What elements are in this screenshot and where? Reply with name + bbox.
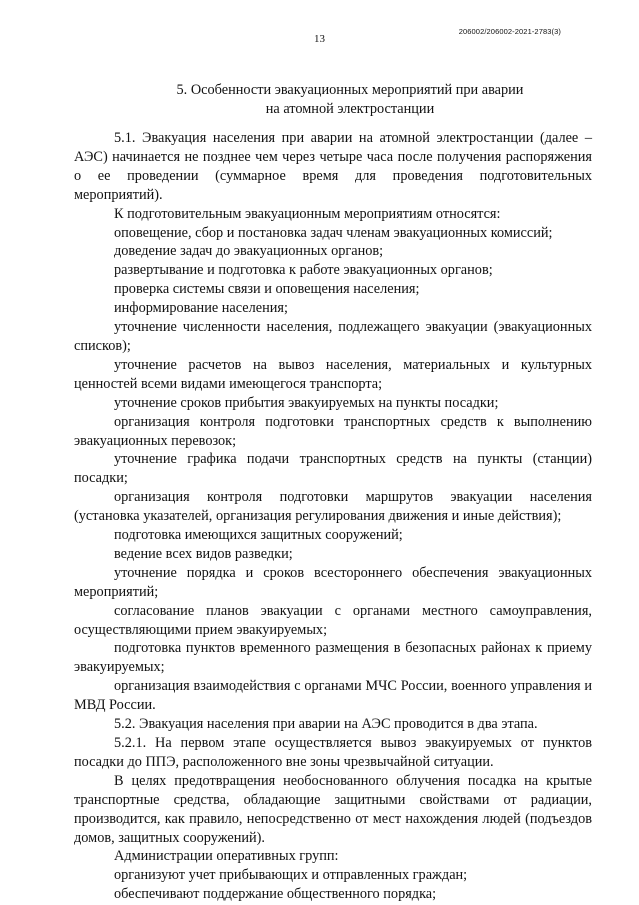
document-id: 206002/206002-2021-2783(3)	[458, 27, 561, 36]
list-item: уточнение расчетов на вывоз населения, материальных и культурных ценностей всеми видами имеющегося транспорта;	[74, 356, 592, 392]
paragraph-list-intro: К подготовительным эвакуационным мероприятиям относятся:	[114, 205, 501, 222]
paragraph-5-2-1: 5.2.1. На первом этапе осуществляется вывоз эвакуируемых от пунктов посадки до ППЭ, расположенного вне зоны чрезвычайной ситуации.	[74, 735, 592, 770]
list-item: проверка системы связи и оповещения населения;	[114, 281, 420, 298]
list-item: подготовка имеющихся защитных сооружений;	[114, 527, 403, 544]
list-item: организация взаимодействия с органами МЧС России, военного управления и МВД России.	[74, 678, 592, 714]
page-number: 13	[314, 33, 325, 45]
list-item: развертывание и подготовка к работе эвакуационных органов;	[114, 262, 493, 279]
list-item: доведение задач до эвакуационных органов;	[114, 243, 384, 260]
list-item: подготовка пунктов временного размещения в безопасных районах к приему эвакуируемых;	[74, 640, 592, 676]
list-item: информирование населения;	[114, 300, 288, 317]
section-heading-line-1: 5. Особенности эвакуационных мероприятий при аварии	[176, 82, 524, 98]
list-item: уточнение численности населения, подлежащего эвакуации (эвакуационных списков);	[74, 319, 592, 354]
list-item: обеспечивают поддержание общественного порядка;	[114, 886, 437, 903]
list-item: уточнение графика подачи транспортных средств на пункты (станции) посадки;	[74, 451, 592, 487]
list-item: ведение всех видов разведки;	[114, 545, 293, 562]
section-heading-line-2: на атомной электростанции	[265, 100, 435, 117]
list-item: оповещение, сбор и постановка задач членам эвакуационных комиссий;	[114, 224, 553, 241]
list-item: уточнение порядка и сроков всестороннего обеспечения эвакуационных мероприятий;	[74, 564, 592, 600]
list-item: организация контроля подготовки маршрутов эвакуации населения (установка указателей, организация регулирования движения и иные действия);	[74, 489, 592, 525]
list-item: уточнение сроков прибытия эвакуируемых на пункты посадки;	[114, 394, 499, 411]
list-item: организуют учет прибывающих и отправленных граждан;	[114, 867, 468, 884]
paragraph-radiation-protection: В целях предотвращения необоснованного облучения посадка на крытые транспортные средства, обладающие защитными свойствами от радиации, производится, как правило, непосредственно от мест нахождения людей (подъездов домов, защитных сооружений).	[74, 772, 592, 846]
body-text	[74, 129, 592, 904]
paragraph-operational-groups: Администрации оперативных групп:	[114, 848, 339, 865]
list-item: организация контроля подготовки транспортных средств к выполнению эвакуационных перевозок;	[74, 413, 592, 449]
paragraph-5-1: 5.1. Эвакуация населения при аварии на атомной электростанции (далее – АЭС) начинается не позднее чем через четыре часа после получения распоряжения о ее проведении (суммарное время для проведения подготовительных мероприятий).	[74, 130, 592, 203]
section-heading	[150, 81, 550, 118]
list-item: согласование планов эвакуации с органами местного самоуправления, осуществляющими прием эвакуируемых;	[74, 602, 592, 638]
paragraph-5-2: 5.2. Эвакуация населения при аварии на АЭС проводится в два этапа.	[114, 716, 538, 733]
